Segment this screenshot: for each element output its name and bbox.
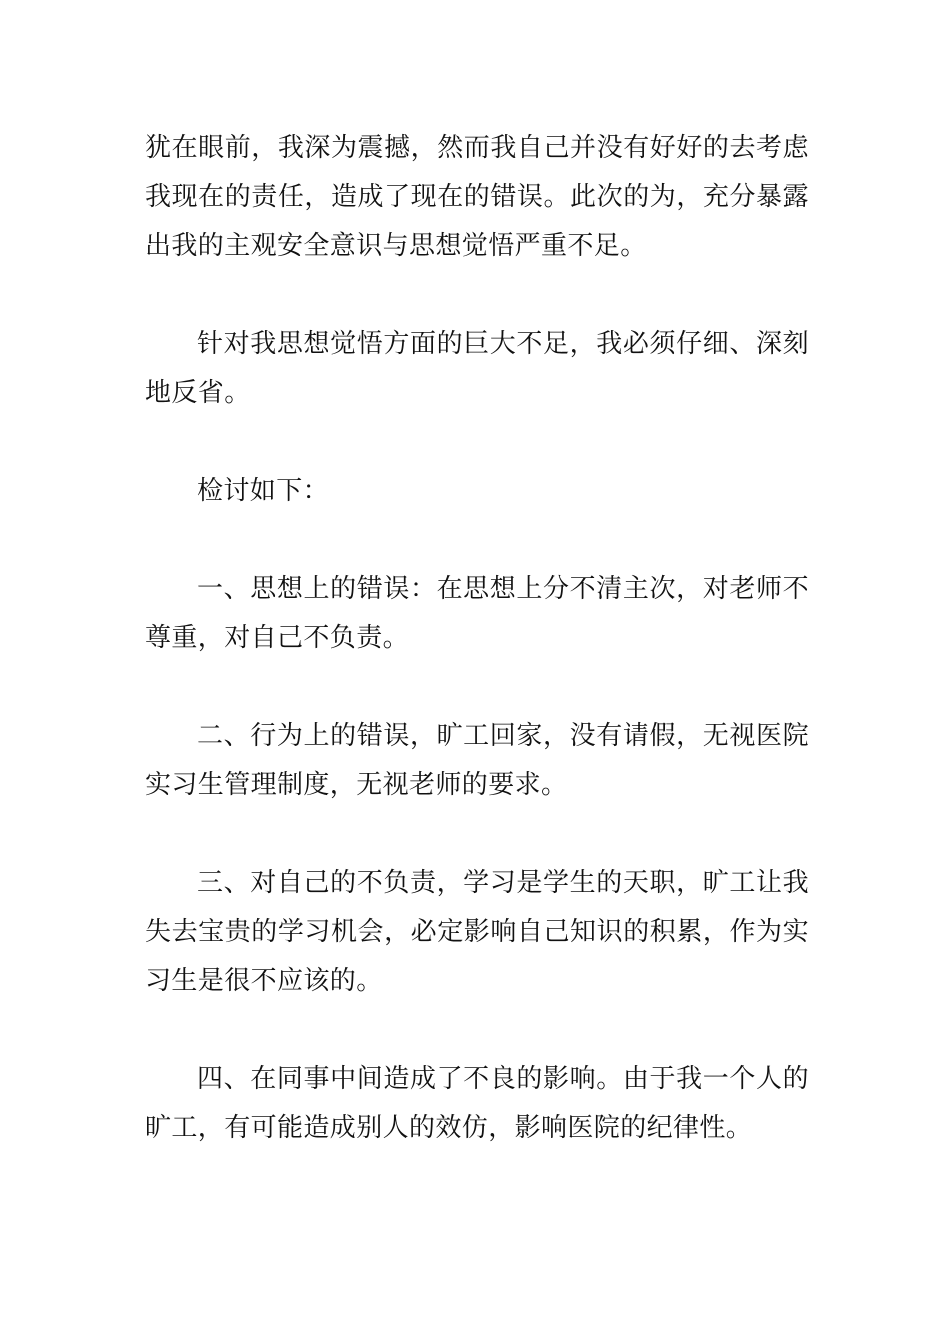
paragraph-item-3: 三、对自己的不负责，学习是学生的天职，旷工让我失去宝贵的学习机会，必定影响自己知识的积累，作为实习生是很不应该的。 <box>145 868 809 996</box>
paragraph-continuation: 犹在眼前，我深为震撼，然而我自己并没有好好的去考虑我现在的责任，造成了现在的错误。此次的为，充分暴露出我的主观安全意识与思想觉悟严重不足。 <box>145 133 809 261</box>
paragraph-item-4: 四、在同事中间造成了不良的影响。由于我一个人的旷工，有可能造成别人的效仿，影响医院的纪律性。 <box>145 1064 809 1143</box>
paragraph-reflection: 针对我思想觉悟方面的巨大不足，我必须仔细、深刻地反省。 <box>145 329 809 408</box>
document-body <box>145 124 809 1202</box>
paragraph-item-1: 一、思想上的错误：在思想上分不清主次，对老师不尊重，对自己不负责。 <box>145 574 809 653</box>
paragraph-review-heading: 检讨如下： <box>197 476 330 506</box>
paragraph-item-2: 二、行为上的错误，旷工回家，没有请假，无视医院实习生管理制度，无视老师的要求。 <box>145 721 809 800</box>
